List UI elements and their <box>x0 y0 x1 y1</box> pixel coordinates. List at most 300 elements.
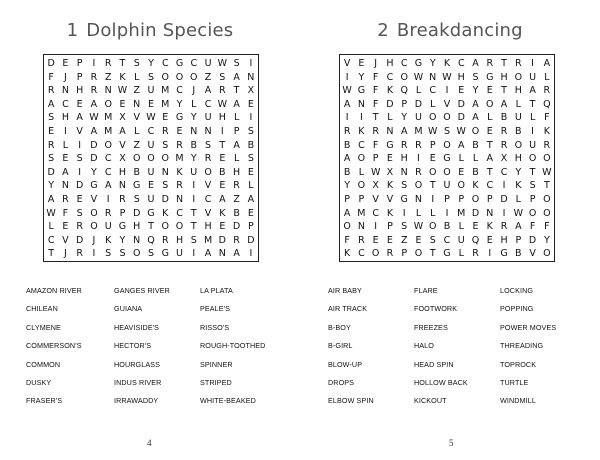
grid-letter: S <box>133 193 140 205</box>
grid-letter: P <box>372 153 379 165</box>
grid-letter: H <box>133 221 141 233</box>
grid-row <box>44 247 258 261</box>
grid-letter: G <box>414 58 423 69</box>
grid-letter: T <box>429 248 436 260</box>
grid-letter: P <box>358 193 365 205</box>
grid-letter: Z <box>400 234 408 246</box>
grid-letter: U <box>176 248 183 260</box>
grid-letter: W <box>413 71 424 83</box>
grid-row <box>340 234 554 248</box>
page-number: 5 <box>449 438 454 448</box>
grid-letter: A <box>400 125 408 137</box>
grid-letter: O <box>471 193 480 205</box>
grid-letter: O <box>428 166 437 178</box>
grid-row <box>340 57 554 71</box>
grid-letter: W <box>342 85 352 97</box>
grid-letter: V <box>204 180 212 192</box>
grid-letter: S <box>190 234 197 246</box>
grid-letter: G <box>500 248 508 260</box>
grid-letter: A <box>247 193 255 205</box>
grid-letter: O <box>428 112 437 124</box>
grid-letter: X <box>500 153 508 165</box>
grid-letter: H <box>457 71 465 83</box>
grid-letter: E <box>458 85 465 97</box>
grid-letter: Y <box>91 166 97 178</box>
grid-letter: E <box>372 234 379 246</box>
grid-letter: W <box>146 112 156 124</box>
grid-letter: O <box>147 153 155 165</box>
grid-letter: D <box>76 180 84 192</box>
grid-letter: C <box>204 193 212 205</box>
grid-letter: A <box>219 193 226 205</box>
grid-letter: A <box>119 125 126 137</box>
grid-letter: D <box>247 234 255 246</box>
grid-letter: Y <box>119 234 126 246</box>
grid-letter: I <box>374 221 378 233</box>
grid-letter: W <box>217 98 228 110</box>
grid-letter: X <box>119 112 126 124</box>
grid-letter: N <box>175 193 184 205</box>
grid-letter: T <box>219 139 226 151</box>
grid-letter: L <box>515 98 521 110</box>
grid-letter: S <box>429 234 436 246</box>
grid-letter: R <box>543 139 551 151</box>
grid-letter: V <box>386 193 394 205</box>
grid-letter: Q <box>147 234 155 246</box>
grid-letter: O <box>175 221 184 233</box>
grid-letter: K <box>443 58 451 69</box>
grid-letter: Y <box>48 180 55 192</box>
word-list-item: STRIPED <box>200 377 232 387</box>
grid-letter: O <box>175 71 184 83</box>
grid-letter: C <box>204 98 212 110</box>
grid-letter: O <box>528 207 537 219</box>
word-list <box>328 286 588 415</box>
grid-letter: R <box>90 71 98 83</box>
grid-row <box>340 71 554 85</box>
grid-letter: S <box>147 248 154 260</box>
grid-letter: L <box>430 98 436 110</box>
grid-letter: L <box>191 98 197 110</box>
grid-letter: O <box>357 180 366 192</box>
grid-letter: E <box>76 193 83 205</box>
grid-letter: X <box>247 85 255 97</box>
grid-letter: I <box>502 207 506 219</box>
grid-letter: S <box>401 180 408 192</box>
word-list-item: ELBOW SPIN <box>328 396 374 406</box>
grid-letter: R <box>500 139 508 151</box>
puzzle-title-text: Dolphin Species <box>86 20 234 41</box>
grid-letter: R <box>500 221 508 233</box>
word-list-item: B-GIRL <box>328 341 353 351</box>
grid-letter: H <box>76 85 84 97</box>
grid-letter: T <box>233 85 240 97</box>
grid-letter: U <box>529 71 537 83</box>
grid-letter: Z <box>133 139 140 151</box>
grid-letter: L <box>358 166 365 178</box>
grid-letter: T <box>190 207 197 219</box>
grid-letter: W <box>456 125 466 137</box>
grid-row <box>340 139 554 153</box>
grid-letter: A <box>47 98 55 110</box>
grid-letter: E <box>458 166 465 178</box>
grid-letter: U <box>204 112 212 124</box>
grid-letter: Z <box>233 193 240 205</box>
grid-letter: H <box>118 166 127 178</box>
grid-letter: F <box>344 234 350 246</box>
grid-letter: P <box>387 221 393 233</box>
grid-letter: E <box>62 58 69 69</box>
grid-letter: L <box>415 207 422 219</box>
grid-letter: P <box>247 221 254 233</box>
grid-letter: U <box>147 193 155 205</box>
grid-letter: O <box>132 153 141 165</box>
grid-letter: D <box>90 139 98 151</box>
word-list-item: COMMON <box>26 359 61 369</box>
grid-letter: U <box>457 234 465 246</box>
grid-letter: E <box>486 234 493 246</box>
grid-letter: R <box>104 58 112 69</box>
grid-row <box>44 139 258 153</box>
word-list-item: CLYMENE <box>26 322 61 332</box>
letter-grid <box>339 54 555 262</box>
grid-letter: E <box>62 153 69 165</box>
grid-letter: L <box>515 193 521 205</box>
grid-letter: C <box>104 166 112 178</box>
grid-letter: U <box>529 139 537 151</box>
grid-letter: U <box>147 139 155 151</box>
grid-letter: Z <box>133 85 140 97</box>
grid-letter: V <box>343 58 351 69</box>
grid-letter: S <box>105 248 112 260</box>
grid-letter: T <box>190 221 197 233</box>
grid-letter: H <box>400 153 408 165</box>
grid-letter: O <box>357 153 366 165</box>
grid-letter: K <box>386 85 394 97</box>
grid-letter: C <box>176 85 183 97</box>
grid-letter: M <box>161 98 170 110</box>
grid-letter: S <box>133 58 140 69</box>
grid-letter: O <box>161 221 169 233</box>
grid-letter: G <box>133 180 141 192</box>
grid-letter: K <box>486 221 493 233</box>
grid-letter: F <box>372 139 379 151</box>
grid-letter: K <box>386 180 394 192</box>
word-list-item: KICKOUT <box>414 396 447 406</box>
word-list-item: HEAD SPIN <box>414 359 454 369</box>
grid-letter: S <box>205 139 212 151</box>
grid-letter: E <box>386 234 393 246</box>
grid-letter: O <box>528 153 537 165</box>
grid-letter: G <box>400 193 408 205</box>
grid-letter: D <box>232 221 241 233</box>
grid-letter: P <box>515 234 522 246</box>
grid-letter: D <box>457 98 465 110</box>
grid-letter: R <box>119 193 126 205</box>
grid-letter: R <box>415 166 422 178</box>
grid-letter: R <box>486 58 494 69</box>
grid-letter: I <box>249 248 253 260</box>
grid-letter: L <box>415 85 422 97</box>
word-list-item: IRRAWADDY <box>114 396 159 406</box>
grid-letter: N <box>414 193 423 205</box>
grid-letter: R <box>176 139 183 151</box>
grid-letter: I <box>220 125 224 137</box>
grid-row <box>340 84 554 98</box>
grid-letter: A <box>76 112 83 124</box>
grid-letter: L <box>529 112 536 124</box>
grid-letter: A <box>204 85 212 97</box>
grid-letter: O <box>161 153 169 165</box>
grid-letter: W <box>370 166 381 178</box>
grid-letter: I <box>531 125 534 137</box>
grid-letter: D <box>414 98 423 110</box>
word-list-item: ROUGH-TOOTHED <box>200 341 266 351</box>
grid-letter: I <box>192 180 196 192</box>
grid-letter: S <box>48 112 55 124</box>
grid-letter: O <box>486 98 494 110</box>
grid-letter: B <box>500 112 508 124</box>
grid-letter: R <box>400 139 408 151</box>
grid-letter: M <box>457 207 466 219</box>
grid-letter: P <box>76 71 83 83</box>
grid-letter: C <box>429 85 437 97</box>
grid-letter: O <box>104 98 112 110</box>
grid-letter: C <box>486 180 494 192</box>
grid-letter: I <box>402 207 406 219</box>
grid-row <box>44 57 258 71</box>
grid-letter: A <box>62 166 69 178</box>
grid-letter: E <box>176 125 183 137</box>
grid-letter: J <box>374 58 378 69</box>
grid-letter: G <box>175 112 184 124</box>
grid-letter: R <box>386 248 394 260</box>
grid-letter: C <box>443 234 451 246</box>
word-list-item: FREEZES <box>414 322 448 332</box>
word-list-item: THREADING <box>500 341 544 351</box>
grid-letter: R <box>47 139 55 151</box>
grid-letter: B <box>219 166 226 178</box>
word-list-item: HALO <box>414 341 434 351</box>
word-list-item: FRASER'S <box>26 396 63 406</box>
grid-letter: L <box>458 248 464 260</box>
grid-letter: K <box>162 207 169 219</box>
grid-letter: O <box>132 248 141 260</box>
grid-letter: A <box>204 248 212 260</box>
grid-letter: S <box>443 125 450 137</box>
grid-letter: O <box>428 221 437 233</box>
grid-letter: A <box>233 139 240 151</box>
grid-letter: H <box>514 85 522 97</box>
grid-letter: H <box>500 234 508 246</box>
grid-letter: S <box>147 71 154 83</box>
grid-row <box>44 193 258 207</box>
word-list-item: AIR BABY <box>328 286 362 295</box>
grid-letter: K <box>386 207 394 219</box>
grid-letter: Y <box>148 58 154 69</box>
grid-letter: B <box>443 221 451 233</box>
grid-letter: N <box>386 125 394 137</box>
grid-letter: X <box>386 166 394 178</box>
grid-letter: A <box>472 112 479 124</box>
grid-letter: W <box>117 85 128 97</box>
word-list-item: HECTOR'S <box>114 341 152 351</box>
grid-letter: L <box>387 112 393 124</box>
grid-letter: K <box>219 207 226 219</box>
grid-row <box>340 207 554 221</box>
grid-letter: P <box>401 98 408 110</box>
grid-letter: H <box>514 153 522 165</box>
word-list <box>26 286 286 415</box>
grid-letter: O <box>190 71 198 83</box>
grid-letter: Y <box>176 98 183 110</box>
grid-letter: K <box>176 166 183 178</box>
grid-letter: G <box>161 248 169 260</box>
grid-letter: Y <box>429 58 436 69</box>
grid-letter: O <box>400 71 408 83</box>
grid-letter: J <box>92 234 96 246</box>
grid-letter: N <box>104 85 112 97</box>
grid-letter: R <box>358 234 365 246</box>
grid-letter: I <box>106 193 110 205</box>
grid-letter: S <box>401 221 408 233</box>
word-list-item: FOOTWORK <box>414 304 458 314</box>
grid-letter: N <box>61 85 69 97</box>
grid-letter: E <box>386 153 393 165</box>
grid-letter: E <box>429 153 436 165</box>
grid-letter: R <box>472 248 479 260</box>
grid-letter: S <box>472 71 479 83</box>
grid-letter: H <box>386 58 394 69</box>
grid-letter: O <box>457 180 465 192</box>
grid-letter: G <box>357 85 366 97</box>
grid-letter: N <box>133 98 141 110</box>
grid-letter: I <box>78 166 82 178</box>
grid-row <box>340 98 554 112</box>
grid-letter: I <box>431 193 435 205</box>
grid-letter: E <box>219 221 226 233</box>
grid-letter: L <box>458 221 464 233</box>
word-list-item: TURTLE <box>500 377 529 387</box>
grid-letter: V <box>76 125 83 137</box>
grid-row <box>340 193 554 207</box>
grid-letter: I <box>445 85 449 97</box>
grid-letter: R <box>161 125 169 137</box>
grid-letter: O <box>443 112 451 124</box>
grid-row <box>44 152 258 166</box>
word-list-item: LOCKING <box>500 286 534 295</box>
grid-letter: V <box>372 193 379 205</box>
puzzle-title <box>300 20 600 41</box>
grid-letter: A <box>90 125 98 137</box>
grid-letter: V <box>204 207 212 219</box>
grid-letter: O <box>543 193 551 205</box>
word-list-item: FLARE <box>414 286 438 295</box>
grid-letter: Q <box>471 234 480 246</box>
grid-letter: E <box>247 166 254 178</box>
grid-letter: T <box>148 221 154 233</box>
grid-letter: D <box>386 98 394 110</box>
grid-letter: X <box>372 180 379 192</box>
grid-letter: I <box>345 112 349 124</box>
grid-row <box>340 111 554 125</box>
word-list-item: B-BOY <box>328 322 351 332</box>
grid-letter: O <box>204 166 212 178</box>
grid-letter: O <box>90 221 98 233</box>
grid-letter: F <box>544 112 550 124</box>
grid-letter: M <box>161 85 170 97</box>
word-list-item: GANGES RIVER <box>114 286 170 295</box>
grid-letter: X <box>119 153 126 165</box>
grid-letter: D <box>133 207 141 219</box>
grid-letter: D <box>90 153 98 165</box>
word-list-item: RISSO'S <box>200 322 230 332</box>
grid-letter: C <box>190 58 198 69</box>
grid-letter: B <box>133 166 140 178</box>
word-list-item: AMAZON RIVER <box>26 286 82 295</box>
grid-letter: A <box>90 98 98 110</box>
grid-letter: C <box>358 139 365 151</box>
grid-letter: O <box>443 139 451 151</box>
grid-letter: I <box>192 248 196 260</box>
grid-letter: S <box>529 180 536 192</box>
grid-letter: V <box>133 112 140 124</box>
grid-letter: I <box>502 180 506 192</box>
grid-row <box>340 179 554 193</box>
grid-letter: A <box>233 98 240 110</box>
grid-letter: A <box>343 207 351 219</box>
grid-row <box>44 84 258 98</box>
grid-letter: B <box>233 207 240 219</box>
grid-letter: B <box>472 166 479 178</box>
grid-letter: C <box>400 58 408 69</box>
grid-letter: U <box>414 112 422 124</box>
word-list-item: BLOW-UP <box>328 359 363 369</box>
grid-letter: A <box>47 193 55 205</box>
grid-letter: L <box>472 153 479 165</box>
grid-letter: S <box>76 207 83 219</box>
grid-letter: Z <box>104 71 112 83</box>
grid-letter: W <box>428 125 438 137</box>
grid-letter: K <box>472 180 479 192</box>
word-list-item: DROPS <box>328 377 355 387</box>
grid-letter: R <box>415 139 422 151</box>
grid-letter: V <box>62 234 69 246</box>
grid-letter: S <box>76 153 83 165</box>
grid-letter: R <box>204 153 212 165</box>
grid-letter: C <box>457 58 465 69</box>
grid-letter: M <box>357 207 366 219</box>
grid-letter: T <box>48 248 55 260</box>
grid-letter: A <box>515 221 522 233</box>
grid-letter: M <box>104 125 113 137</box>
grid-letter: O <box>104 139 112 151</box>
grid-letter: N <box>400 166 408 178</box>
grid-letter: L <box>233 153 240 165</box>
grid-letter: M <box>203 234 213 246</box>
puzzle-number: 2 <box>377 20 389 41</box>
grid-letter: F <box>48 71 54 83</box>
grid-letter: K <box>543 125 550 137</box>
grid-letter: A <box>543 58 551 69</box>
grid-letter: V <box>443 98 451 110</box>
grid-letter: J <box>192 85 196 97</box>
grid-letter: E <box>247 207 254 219</box>
grid-letter: E <box>147 180 154 192</box>
grid-letter: P <box>344 193 350 205</box>
word-list-item: HOURGLASS <box>114 359 161 369</box>
grid-letter: U <box>190 166 198 178</box>
